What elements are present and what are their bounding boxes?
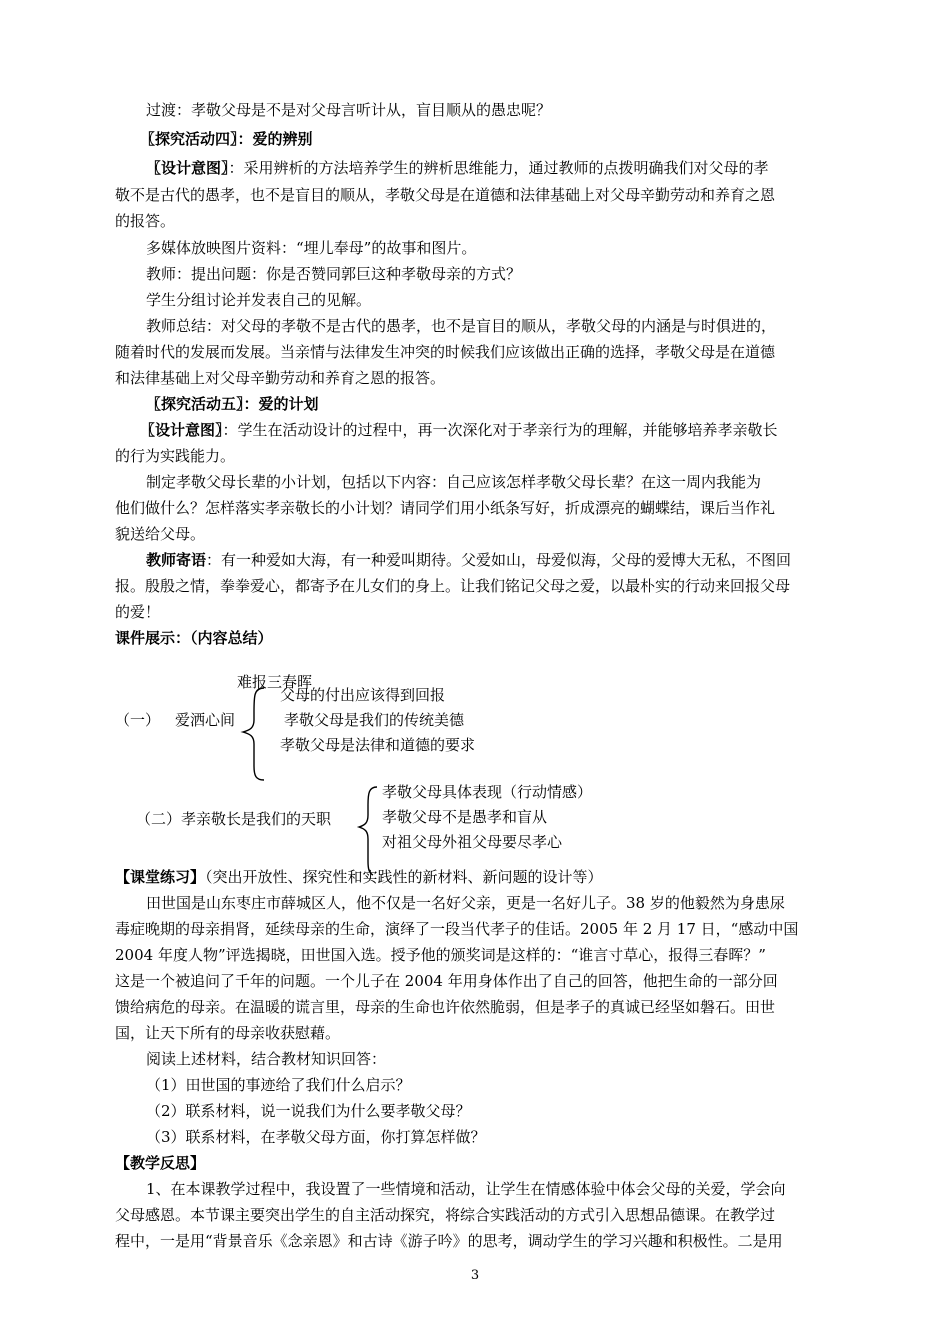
page-number: 3	[470, 1268, 480, 1283]
diagram-item: 孝敬父母不是愚孝和盲从	[382, 808, 548, 826]
paragraph-line: 阅读上述材料，结合教材知识回答：	[146, 1050, 387, 1068]
diagram-item: 对祖父母外祖父母要尽孝心	[382, 833, 563, 851]
brace-icon	[355, 783, 381, 877]
diagram-item: 孝敬父母是法律和道德的要求	[280, 736, 476, 754]
paragraph-line	[146, 157, 769, 179]
paragraph-line: 学生分组讨论并发表自己的见解。	[146, 291, 372, 309]
paragraph-line: 教师总结：对父母的孝敬不是古代的愚孝，也不是盲目的顺从，孝敬父母的内涵是与时俱进的，	[146, 317, 777, 335]
diagram-item: 孝敬父母是我们的传统美德	[284, 711, 465, 729]
paragraph-line: 1、在本课教学过程中，我设置了一些情境和活动，让学生在情感体验中体会父母的关爱，学会向	[146, 1180, 786, 1198]
paragraph-line: 2004 年度人物”评选揭晓，田世国入选。授予他的颁奖词是这样的：“谁言寸草心，报得三春晖？”	[115, 946, 766, 964]
paragraph-line: 的报答。	[115, 212, 176, 230]
paragraph-text: ：学生在活动设计的过程中，再一次深化对于孝亲行为的理解，并能够培养孝亲敬长	[222, 421, 778, 439]
paragraph-line: 敬不是古代的愚孝，也不是盲目的顺从，孝敬父母是在道德和法律基础上对父母辛勤劳动和养育之恩	[115, 186, 776, 204]
label-teacher-message: 教师寄语	[146, 551, 207, 569]
paragraph-line	[115, 866, 603, 888]
label-design-intent: 〖设计意图〗	[140, 421, 223, 439]
paragraph-line	[146, 549, 791, 571]
paragraph-line: 田世国是山东枣庄市薛城区人，他不仅是一名好父亲，更是一名好儿子。38 岁的他毅然为身患尿	[146, 894, 785, 912]
paragraph-line: 报。殷殷之情，拳拳爱心，都寄予在儿女们的身上。让我们铭记父母之爱，以最朴实的行动来回报父母	[115, 577, 791, 595]
paragraph-line: 毒症晚期的母亲捐肾，延续母亲的生命，演绎了一段当代孝子的佳话。2005 年 2 月 17 日，“感动中国	[115, 920, 799, 938]
section-heading: 课件展示：（内容总结）	[115, 629, 273, 647]
paragraph-line: 的爱！	[115, 603, 161, 621]
label-design-intent: 〖设计意图〗	[146, 159, 229, 177]
paragraph-line: 的行为实践能力。	[115, 447, 236, 465]
diagram-item: 孝敬父母具体表现（行动情感）	[382, 783, 593, 801]
paragraph-line: 馈给病危的母亲。在温暖的谎言里，母亲的生命也许依然脆弱，但是孝子的真诚已经坚如磐石。田世	[115, 998, 776, 1016]
section-heading: 〖探究活动四〗：爱的辨别	[140, 130, 313, 148]
paragraph-line: 程中，一是用“背景音乐《念亲恩》和古诗《游子吟》的思考，调动学生的学习兴趣和积极性。二是用	[115, 1232, 783, 1250]
paragraph-text: （突出开放性、探究性和实践性的新材料、新问题的设计等）	[205, 868, 603, 886]
diagram-item: 父母的付出应该得到回报	[280, 686, 446, 704]
diagram-node-label: （一）	[115, 711, 161, 729]
paragraph-line: 貌送给父母。	[115, 525, 206, 543]
diagram-node-title: （二）孝亲敬长是我们的天职	[136, 810, 332, 828]
brace-icon	[240, 686, 270, 782]
paragraph-line: 制定孝敬父母长辈的小计划，包括以下内容：自己应该怎样孝敬父母长辈？在这一周内我能为	[146, 473, 762, 491]
paragraph-line: 这是一个被追问了千年的问题。一个儿子在 2004 年用身体作出了自己的回答，他把生命的一部分回	[115, 972, 778, 990]
diagram-node-title: 爱洒心间	[175, 711, 236, 729]
paragraph-line: 过渡：孝敬父母是不是对父母言听计从，盲目顺从的愚忠呢？	[146, 101, 552, 119]
paragraph-line: 父母感恩。本节课主要突出学生的自主活动探究，将综合实践活动的方式引入思想品德课。在教学过	[115, 1206, 776, 1224]
diagram-title: 难报三春晖	[237, 673, 313, 691]
question-item: （1）田世国的事迹给了我们什么启示？	[146, 1076, 411, 1094]
paragraph-text: ：有一种爱如大海，有一种爱叫期待。父爱如山，母爱似海，父母的爱博大无私，不图回	[206, 551, 792, 569]
paragraph-line: 国，让天下所有的母亲收获慰藉。	[115, 1024, 341, 1042]
paragraph-line: 他们做什么？怎样落实孝亲敬长的小计划？请同学们用小纸条写好，折成漂亮的蝴蝶结，课后当作礼	[115, 499, 776, 517]
label-class-exercise: 【课堂练习】	[115, 868, 206, 886]
paragraph-text: ：采用辨析的方法培养学生的辨析思维能力，通过教师的点拨明确我们对父母的孝	[228, 159, 769, 177]
paragraph-line: 教师：提出问题：你是否赞同郭巨这种孝敬母亲的方式？	[146, 265, 522, 283]
paragraph-line: 和法律基础上对父母辛勤劳动和养育之恩的报答。	[115, 369, 446, 387]
paragraph-line: 随着时代的发展而发展。当亲情与法律发生冲突的时候我们应该做出正确的选择，孝敬父母是在道德	[115, 343, 776, 361]
paragraph-line: 多媒体放映图片资料：“埋儿奉母”的故事和图片。	[146, 239, 477, 257]
section-heading: 〖探究活动五〗：爱的计划	[146, 395, 319, 413]
section-heading: 【教学反思】	[115, 1154, 206, 1172]
question-item: （2）联系材料，说一说我们为什么要孝敬父母？	[146, 1102, 471, 1120]
paragraph-line	[140, 419, 778, 441]
question-item: （3）联系材料，在孝敬父母方面，你打算怎样做？	[146, 1128, 486, 1146]
